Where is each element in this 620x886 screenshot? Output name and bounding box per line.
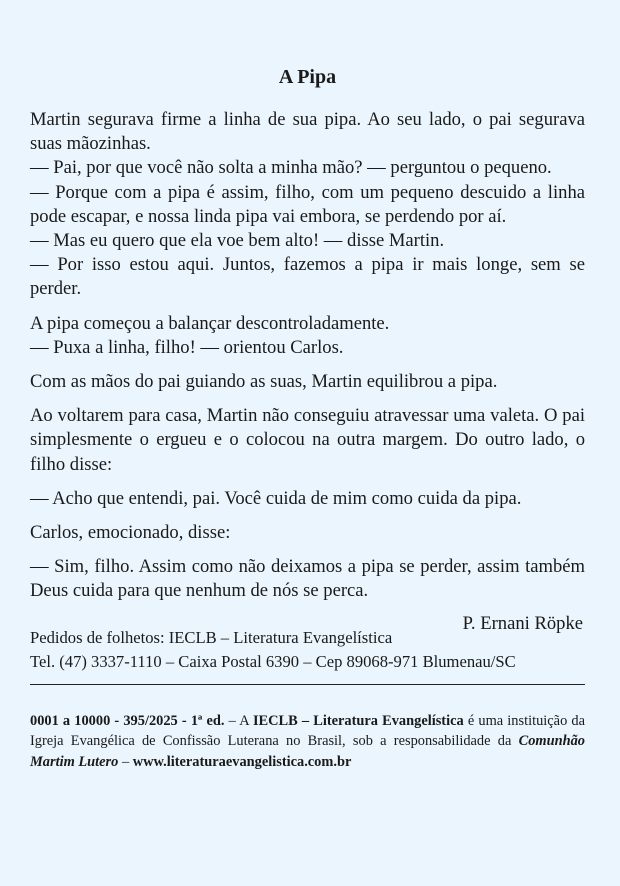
divider (30, 684, 585, 685)
leaflet-page (30, 64, 585, 772)
edition-info: 0001 a 10000 - 395/2025 - 1ª ed. (30, 712, 225, 729)
story-paragraph: — Mas eu quero que ela voe bem alto! — disse Martin. (30, 230, 445, 252)
story-paragraph: — Pai, por que você não solta a minha mão? — perguntou o pequeno. (30, 157, 552, 179)
story-text (30, 108, 585, 604)
story-paragraph: — Puxa a linha, filho! — orientou Carlos. (30, 336, 344, 358)
contact-line: Tel. (47) 3337-1110 – Caixa Postal 6390 – Cep 89068-971 Blumenau/SC (30, 651, 516, 671)
story-paragraph: — Porque com a pipa é assim, filho, com um pequeno descuido a linha pode escapar, e nossa linda pipa vai embora, se perdendo por aí. (30, 181, 585, 227)
community-name: Comunhão Martim Lutero (30, 733, 585, 770)
story-paragraph: Com as mãos do pai guiando as suas, Martin equilibrou a pipa. (30, 371, 498, 393)
story-paragraph: — Por isso estou aqui. Juntos, fazemos a pipa ir mais longe, sem se perder. (30, 254, 585, 300)
order-info (30, 626, 585, 674)
organization-name: IECLB – Literatura Evangelística (252, 712, 464, 729)
story-paragraph: Martin segurava firme a linha de sua pipa. Ao seu lado, o pai segurava suas mãozinhas. (30, 109, 585, 155)
page-title: A Pipa (278, 66, 337, 88)
story-paragraph: — Acho que entendi, pai. Você cuida de mim como cuida da pipa. (30, 487, 522, 509)
story-paragraph: Ao voltarem para casa, Martin não conseguiu atravessar uma valeta. O pai simplesmente o ergueu e o colocou na outra margem. Do outro lado, o filho disse: (30, 405, 585, 475)
signature-block (30, 612, 585, 671)
publisher-footer (30, 711, 585, 773)
order-line: Pedidos de folhetos: IECLB – Literatura Evangelística (30, 627, 393, 647)
footer-separator: – (118, 753, 133, 770)
organization-description: é uma instituição da Igreja Evangélica de Confissão Luterana no Brasil, sob a responsabilidade da (30, 712, 585, 750)
footer-separator: – A (224, 712, 253, 729)
author-name: P. Ernani Röpke (462, 612, 583, 634)
story-paragraph: A pipa começou a balançar descontroladamente. (30, 312, 390, 334)
website-link[interactable]: www.literaturaevangelistica.com.br (132, 753, 352, 770)
story-paragraph: — Sim, filho. Assim como não deixamos a pipa se perder, assim também Deus cuida para que nenhum de nós se perca. (30, 556, 585, 602)
story-paragraph: Carlos, emocionado, disse: (30, 522, 231, 544)
